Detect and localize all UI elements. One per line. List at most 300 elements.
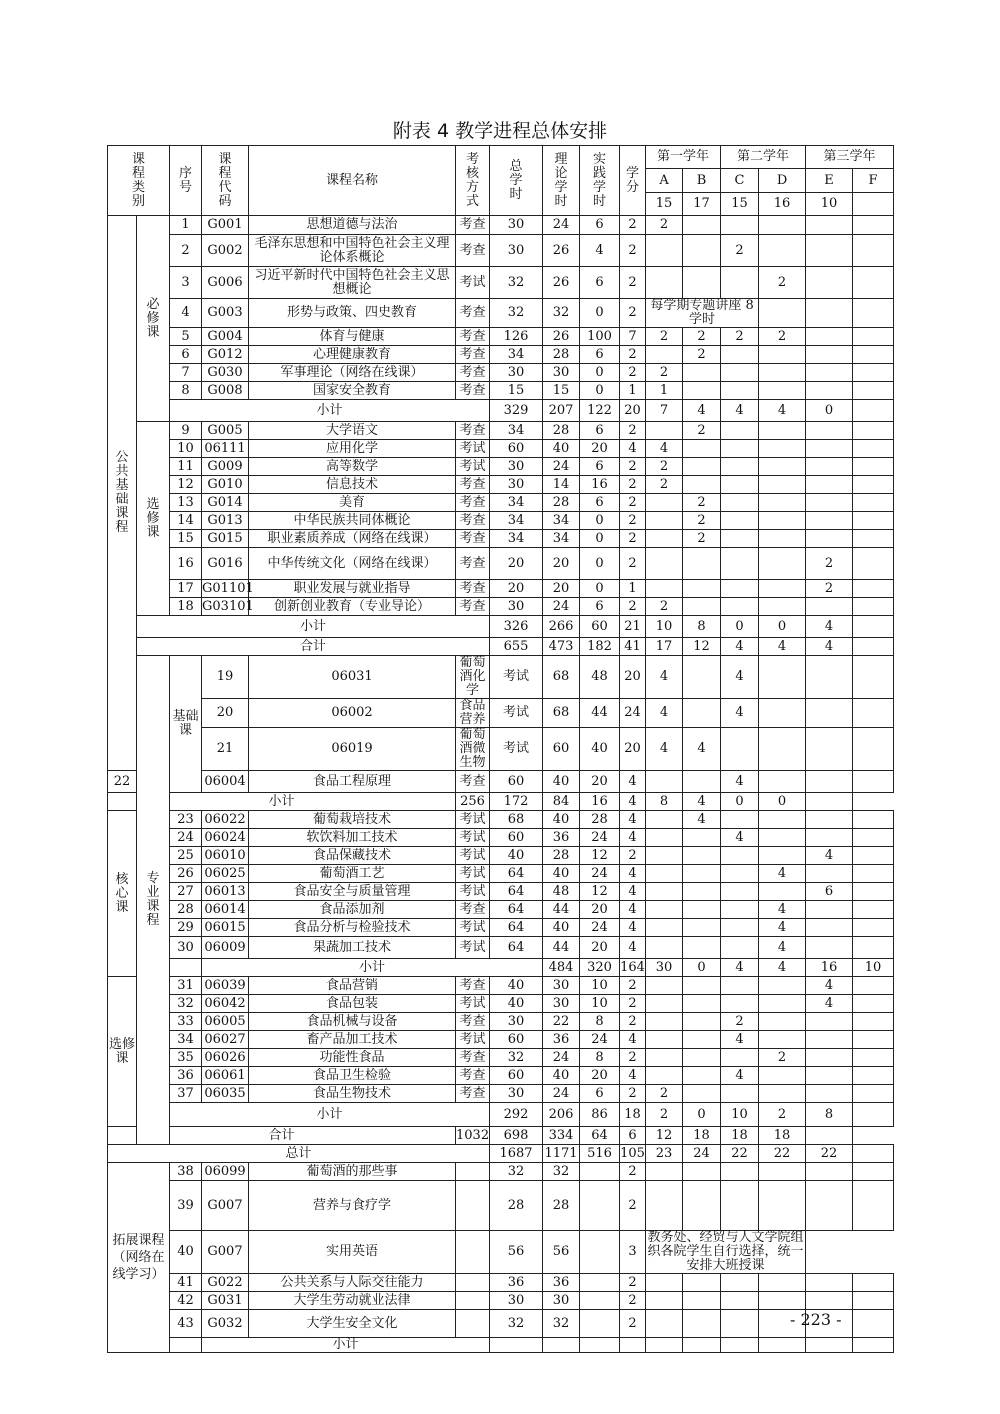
cell-theory: 28 [543,422,580,440]
cell-theory: 44 [543,937,580,959]
subtotal-value: 30 [646,959,683,977]
subtotal-value: 10 [853,959,894,977]
cell-name: 葡萄酒工艺 [249,865,456,883]
cell-practice: 0 [580,548,620,580]
subtotal-value-empty [683,1338,721,1353]
cell-seq: 4 [170,299,202,328]
cell-practice: 20 [580,901,620,919]
subtotal-value: 164 [620,959,645,975]
cell-sem-c [721,440,759,458]
cell-total: 34 [490,512,543,530]
cell-sem-a [646,580,683,598]
cell-total: 60 [490,440,543,458]
cell-sem-a [646,1067,683,1085]
subtotal-value: 516 [580,1145,620,1163]
cell-theory: 48 [580,656,620,699]
subtotal-value: 4 [721,959,759,977]
group-pro-elective: 选修 课 [108,977,137,1127]
cell-sem-d: 4 [759,901,806,919]
cell-sem-b [683,1067,721,1085]
cell-seq: 42 [170,1292,202,1310]
cell-sem-a [646,530,683,548]
cell-sem-a [646,267,683,299]
header-sem-b: B [683,169,721,193]
group-basic: 基础 课 [170,656,202,793]
cell-exam: 考查 [456,235,490,267]
cell-sem-a [646,494,683,512]
cell-total: 64 [490,865,543,883]
subtotal-value: 4 [683,793,721,811]
cell-theory: 32 [543,299,580,328]
special-note: 每学期专题讲座 8 学时 [646,299,759,328]
cell-theory: 28 [543,494,580,512]
cell-sem-f [853,382,894,400]
cell-seq: 28 [170,901,202,919]
subtotal-value: 22 [721,1145,759,1163]
cell-seq: 35 [170,1049,202,1067]
cell-sem-c [721,494,759,512]
cell-name: 食品工程原理 [249,771,456,793]
cell-name: 军事理论（网络在线课） [249,364,456,382]
cell-sem-d [759,1067,806,1085]
cell-practice: 6 [580,267,620,299]
cell-total: 68 [543,656,580,699]
cell-name: 食品机械与设备 [249,1013,456,1031]
cell-sem-d: 2 [759,267,806,299]
cell-exam: 考试 [456,865,490,883]
cell-total: 34 [490,422,543,440]
header-category: 课 程 类 别 [108,146,170,216]
header-sem-e: E [806,169,853,193]
cell-sem-f [853,937,894,959]
cell-code: G032 [202,1310,249,1338]
cell-sem-d [759,216,806,235]
subtotal-value: 0 [759,616,806,638]
cell-sem-d [759,977,806,995]
cell-sem-d [759,476,806,494]
cell-exam: 考查 [456,346,490,364]
cell-exam: 考试 [490,728,543,771]
cell-theory: 30 [543,977,580,995]
cell-theory: 32 [543,1163,580,1181]
subtotal-value: 0 [721,793,759,811]
cell-practice: 24 [580,1031,620,1049]
cell-sem-b [683,598,721,616]
cell-sem-e [806,901,853,919]
cell-sem-b: 2 [683,422,721,440]
cell-seq: 37 [170,1085,202,1103]
subtotal-label: 合计 [137,638,490,656]
cell-credits: 2 [620,1274,646,1292]
cell-sem-d [806,656,853,699]
cell-name: 食品添加剂 [249,901,456,919]
cell-code: G010 [202,476,249,494]
cell-code: G015 [202,530,249,548]
cell-credits: 4 [620,919,646,937]
cell-exam [456,1310,490,1338]
cell-sem-b [683,977,721,995]
cell-sem-f [853,580,894,598]
cell-sem-a [646,1013,683,1031]
cell-sem-d [759,847,806,865]
cell-practice: 6 [580,346,620,364]
cell-credits: 2 [620,995,646,1013]
cell-credits: 4 [620,1031,646,1049]
cell-credits: 2 [620,476,646,494]
cell-exam: 考试 [456,267,490,299]
cell-theory: 44 [580,699,620,728]
subtotal-value: 320 [580,959,620,977]
cell-code: G007 [202,1181,249,1231]
cell-practice: 0 [580,299,620,328]
cell-seq: 16 [170,548,202,580]
cell-seq: 41 [170,1274,202,1292]
cell-sem-d [759,1274,806,1292]
subtotal-value: 23 [646,1145,683,1163]
cell-name: 创新创业教育（专业导论） [249,598,456,616]
cell-sem-b [683,1274,721,1292]
cell-name: 葡萄酒的那些事 [249,1163,456,1181]
cell-code: 06004 [202,771,249,793]
cell-sem-c [721,458,759,476]
header-weeks-e: 10 [806,193,853,216]
cell-credits: 1 [620,382,646,400]
subtotal-value: 41 [620,638,646,656]
cell-sem-b [683,440,721,458]
cell-sem-c [721,1310,759,1338]
cell-code: G007 [202,1231,249,1274]
cell-sem-c [721,977,759,995]
cell-code: G03101 [202,598,254,614]
cell-practice: 24 [580,865,620,883]
cell-sem-f [853,865,894,883]
subtotal-value: 20 [620,400,646,422]
cell-code: G01101 [202,580,254,596]
cell-practice: 0 [580,530,620,548]
cell-sem-a [646,1181,683,1231]
cell-sem-a [646,829,683,847]
cell-sem-d [759,548,806,580]
cell-seq: 20 [202,699,249,728]
cell-name: 食品包装 [249,995,456,1013]
cell-sem-d [759,382,806,400]
cell-sem-c [721,1274,759,1292]
cell-sem-a: 2 [646,1085,683,1103]
group-professional: 专 业 课 程 [137,656,170,1145]
cell-sem-b: 4 [683,811,721,829]
cell-name: 形势与政策、四史教育 [249,299,456,328]
subtotal-value: 105 [620,1145,645,1161]
cell-total: 30 [490,458,543,476]
cell-sem-b [683,937,721,959]
cell-credits: 2 [620,267,646,299]
cell-sem-f [853,299,894,328]
cell-seq: 14 [170,512,202,530]
cell-sem-a [646,995,683,1013]
cell-seq: 33 [170,1013,202,1031]
schedule-table [107,145,894,1353]
subtotal-value: 22 [759,1145,806,1163]
cell-sem-b [683,1049,721,1067]
cell-sem-e [806,494,853,512]
cell-exam: 考试 [456,440,490,458]
cell-credits: 2 [620,216,646,235]
cell-sem-a [646,919,683,937]
cell-exam: 考试 [456,937,490,959]
subtotal-value-empty [853,400,894,422]
subtotal-value: 655 [490,638,543,656]
cell-sem-d [759,364,806,382]
cell-sem-e: 4 [806,995,853,1013]
cell-name: 体育与健康 [249,328,456,346]
cell-sem-b [683,476,721,494]
cell-sem-c: 4 [721,1067,759,1085]
cell-credits: 2 [620,494,646,512]
cell-name: 实用英语 [249,1231,456,1274]
cell-sem-e [806,216,853,235]
cell-sem-d [759,299,806,328]
cell-sem-f [853,1049,894,1067]
cell-code: G013 [202,512,249,530]
cell-code: 06005 [202,1013,249,1031]
cell-credits: 2 [620,1049,646,1067]
cell-code: 06013 [202,883,249,901]
cell-sem-d [759,1013,806,1031]
subtotal-value: 4 [620,793,646,811]
header-weeks-a: 15 [646,193,683,216]
cell-practice: 28 [580,811,620,829]
cell-name: 心理健康教育 [249,346,456,364]
cell-theory: 30 [543,364,580,382]
cell-theory: 36 [543,1031,580,1049]
cell-sem-b [683,364,721,382]
cell-total: 64 [490,883,543,901]
subtotal-label: 小计 [170,400,490,422]
cell-empty [170,1338,202,1353]
cell-sem-f [853,1085,894,1103]
cell-name: 食品分析与检验技术 [249,919,456,937]
cell-sem-f [853,598,894,616]
cell-credits: 2 [620,364,646,382]
subtotal-value-empty [806,793,853,811]
header-weeks-b: 17 [683,193,721,216]
cell-theory: 28 [543,847,580,865]
cell-exam [456,1181,490,1231]
cell-exam: 考试 [456,883,490,901]
cell-name: 大学生安全文化 [249,1310,456,1338]
cell-total: 34 [490,346,543,364]
cell-credits: 2 [620,1085,646,1103]
cell-name: 高等数学 [249,458,456,476]
cell-code: G005 [202,422,249,440]
header-weeks-c: 15 [721,193,759,216]
cell-seq: 27 [170,883,202,901]
cell-code: 06027 [202,1031,249,1049]
cell-practice: 100 [580,328,620,346]
subtotal-value: 4 [759,400,806,422]
cell-code: G008 [202,382,249,400]
cell-credits: 2 [620,1181,646,1231]
cell-name: 功能性食品 [249,1049,456,1067]
cell-sem-d [759,346,806,364]
cell-sem-c [721,865,759,883]
cell-total: 64 [490,919,543,937]
cell-theory: 36 [543,1274,580,1292]
subtotal-value-empty [806,1127,853,1145]
subtotal-value: 18 [759,1127,806,1145]
cell-sem-b [683,1085,721,1103]
cell-code: 06031 [249,656,456,699]
cell-credits: 2 [620,1163,646,1181]
cell-sem-d [759,530,806,548]
subtotal-value: 0 [683,959,721,977]
cell-exam: 考查 [456,476,490,494]
subtotal-value: 17 [646,638,683,656]
cell-total: 68 [543,699,580,728]
header-sem-a: A [646,169,683,193]
cell-sem-d [759,580,806,598]
cell-theory: 20 [543,548,580,580]
cell-sem-b: 2 [683,346,721,364]
cell-exam: 考查 [456,548,490,580]
cell-sem-a: 2 [646,364,683,382]
cell-exam: 考试 [456,811,490,829]
cell-sem-f [853,530,894,548]
cell-theory: 40 [543,440,580,458]
subtotal-value: 18 [620,1103,646,1127]
cell-theory: 48 [543,883,580,901]
cell-theory: 56 [543,1231,580,1274]
cell-practice: 6 [580,422,620,440]
cell-sem-f [853,548,894,580]
cell-total: 20 [490,548,543,580]
cell-sem-d [759,235,806,267]
cell-sem-f [853,1163,894,1181]
cell-sem-b [683,1292,721,1310]
cell-total: 64 [490,937,543,959]
cell-sem-f [853,829,894,847]
cell-practice: 6 [580,458,620,476]
cell-code: 06025 [202,865,249,883]
cell-theory: 32 [543,1310,580,1338]
cell-total: 36 [490,1274,543,1292]
subtotal-value: 10 [646,616,683,638]
cell-sem-d [759,883,806,901]
cell-sem-a: 4 [646,440,683,458]
cell-credits: 4 [620,883,646,901]
cell-sem-b [683,829,721,847]
cell-practice [580,1274,620,1292]
subtotal-value-empty [853,616,894,638]
cell-sem-e [806,364,853,382]
subtotal-value: 329 [490,400,543,422]
cell-sem-d [759,771,806,793]
subtotal-value: 2 [646,1103,683,1127]
cell-sem-c [759,728,806,771]
cell-exam: 考查 [456,1013,490,1031]
cell-practice: 20 [580,440,620,458]
cell-exam: 考试 [490,699,543,728]
cell-sem-a [646,847,683,865]
cell-credits: 2 [620,847,646,865]
cell-total: 34 [490,530,543,548]
cell-sem-e: 6 [806,883,853,901]
cell-code: G016 [202,548,249,580]
cell-sem-e [806,811,853,829]
cell-sem-a [683,699,721,728]
cell-seq: 40 [170,1231,202,1274]
cell-name: 软饮料加工技术 [249,829,456,847]
cell-seq: 22 [108,771,137,793]
group-extension: 拓展课程 （网络在 线学习） [108,1163,170,1353]
subtotal-value: 18 [683,1127,721,1145]
cell-practice: 8 [580,1049,620,1067]
cell-sem-a: 2 [646,458,683,476]
cell-seq: 11 [170,458,202,476]
cell-name: 中华传统文化（网络在线课） [249,548,456,580]
cell-code: G009 [202,458,249,476]
cell-sem-e: 4 [806,977,853,995]
cell-theory: 24 [543,216,580,235]
cell-sem-b: 2 [683,494,721,512]
cell-sem-c [721,1049,759,1067]
cell-sem-d [759,1181,806,1231]
cell-sem-c [721,346,759,364]
cell-total: 32 [490,299,543,328]
header-weeks-f [853,193,894,216]
cell-exam: 考查 [456,1085,490,1103]
cell-code: G001 [202,216,249,235]
cell-sem-e [806,382,853,400]
cell-practice: 10 [580,977,620,995]
cell-credits: 2 [620,422,646,440]
page-title: 附表 4 教学进程总体安排 [392,120,608,142]
cell-exam: 考查 [456,216,490,235]
cell-total: 60 [490,1067,543,1085]
cell-total: 68 [490,811,543,829]
cell-code: 06019 [249,728,456,771]
subtotal-value: 182 [580,638,620,656]
cell-sem-c: 2 [721,328,759,346]
cell-seq: 21 [202,728,249,771]
cell-credits: 2 [620,458,646,476]
cell-sem-e [806,1013,853,1031]
cell-practice: 12 [580,847,620,865]
cell-code: 06111 [202,440,249,458]
cell-sem-e [806,235,853,267]
cell-credits: 4 [620,771,646,793]
cell-sem-a [646,1163,683,1181]
cell-code: 06009 [202,937,249,959]
cell-practice: 6 [580,494,620,512]
cell-theory: 34 [543,530,580,548]
cell-name: 大学语文 [249,422,456,440]
cell-sem-c [721,598,759,616]
cell-name: 食品营销 [249,977,456,995]
subtotal-value: 1032 [456,1127,490,1143]
cell-name: 职业素质养成（网络在线课） [249,530,456,548]
cell-sem-f [853,901,894,919]
cell-seq: 3 [170,267,202,299]
cell-sem-c [721,1085,759,1103]
cell-exam: 考查 [456,494,490,512]
cell-sem-c [759,699,806,728]
cell-sem-e [806,919,853,937]
header-total-hours: 总 学 时 [490,146,543,216]
cell-sem-b [683,771,721,793]
cell-sem-f [853,883,894,901]
cell-sem-b [683,548,721,580]
